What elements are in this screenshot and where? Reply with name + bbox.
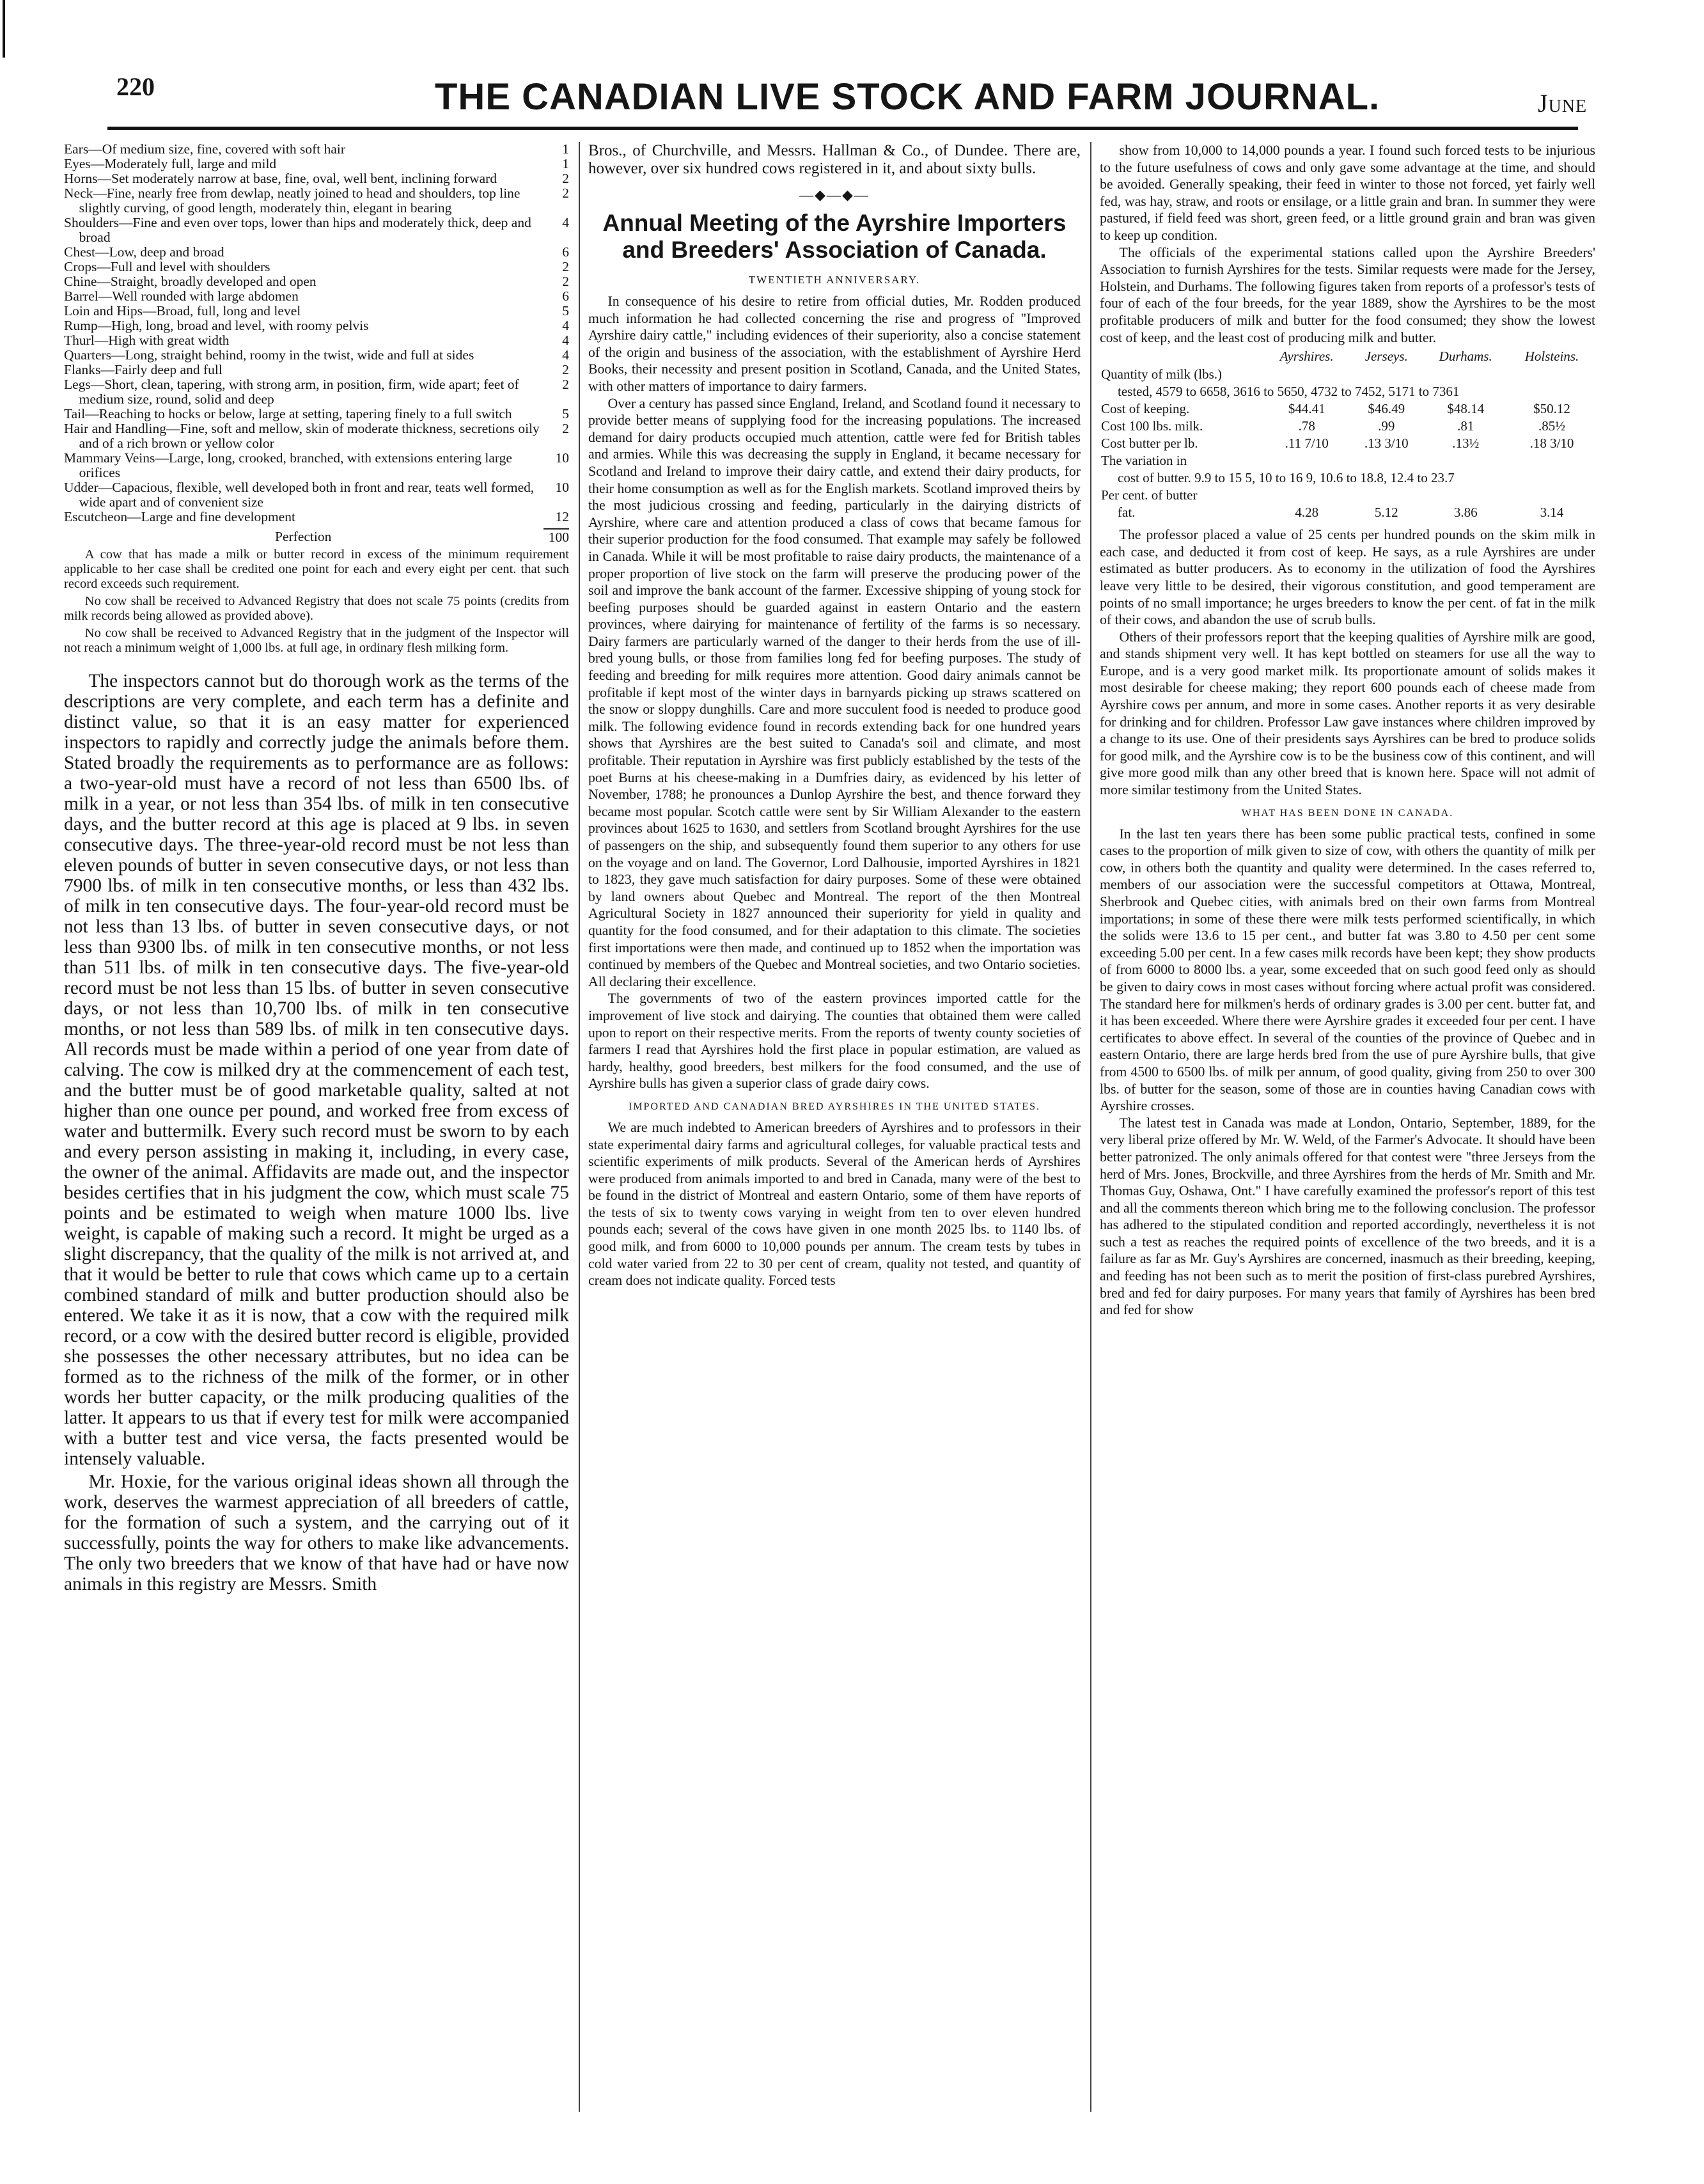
- table-row: [1100, 383, 1595, 400]
- score-item-text: Shoulders—Fine and even over tops, lower than hips and moderately thick, deep and broad: [64, 215, 531, 245]
- score-item: [64, 274, 569, 289]
- table-cell: 4579 to 6658, 3616 to 5650, 4732 to 7452, 5171 to 7361: [1155, 384, 1460, 400]
- score-item-text: Tail—Reaching to hocks or below, large at setting, tapering finely to a full switch: [64, 406, 512, 421]
- breed-comparison-table: [1100, 347, 1595, 521]
- score-item-points: 6: [562, 244, 569, 260]
- section-subhead: WHAT HAS BEEN DONE IN CANADA.: [1241, 807, 1454, 819]
- score-item-points: 4: [562, 333, 569, 348]
- score-item-text: Ears—Of medium size, fine, covered with soft hair: [64, 142, 346, 157]
- score-item-text: Loin and Hips—Broad, full, long and level: [64, 303, 301, 318]
- table-row: [1100, 452, 1595, 469]
- score-item-points: 5: [562, 303, 569, 318]
- score-item-text: Neck—Fine, nearly free from dewlap, neatly joined to head and shoulders, top line slightly curving, of good length, moderately thin, elegant in bearing: [64, 185, 520, 216]
- table-cell: 3.14: [1540, 505, 1564, 521]
- score-item: [64, 318, 569, 333]
- continued-text: Bros., of Churchville, and Messrs. Hallman & Co., of Dundee. There are, however, over six hundred cows registered in it, and about sixty bulls.: [588, 142, 1081, 177]
- table-cell: .13 3/10: [1364, 436, 1409, 452]
- score-item-points: 4: [562, 215, 569, 230]
- article-paragraph: show from 10,000 to 14,000 pounds a year. I found such forced tests to be injurious to the future usefulness of cows and only gave some advantage at the time, and should be avoided. Generally speaking, their feed in winter to those not forced, yet fairly well fed, was hay, straw, and roots or ensilage, or a little grain and bran. In summer they were pastured, if field feed was short, green feed, or a little ground grain and bran was given to keep up condition.: [1100, 143, 1595, 243]
- table-cell: 5.12: [1374, 505, 1398, 521]
- score-item-points: 4: [562, 318, 569, 333]
- score-item: [64, 333, 569, 348]
- article-paragraph: Over a century has passed since England, Ireland, and Scotland found it necessary to provide better means of supplying food for the increasing populations. The increased demand for dairy products occupied much attention, cattle were fed for British tables and armies. While this was decreasing the supply in England, it became necessary for Scotland and Ireland to improve their dairy cattle, and extend their dairy products, for their home consumption as well as for the English markets. Scotland improved theirs by the most judicious crossing and feeding, particularly in the dairying districts of Ayrshire, where care and attention produced a class of cows that became famous for their superior production for the food consumed. That example may safely be followed in Canada. While it will be most profitable to raise dairy products, the maintenance of a proper proportion of live stock on the farm will preserve the producing power of the soil and improve the bank account of the farmer. Excessive shipping of young stock for beefing purposes should be guarded against in eastern Ontario and the eastern provinces, where dairying for maintenance of fertility of the farms is so necessary. Dairy farmers are particularly warned of the danger to their herds from the use of ill-bred young bulls, or those from families long fed for beefing purposes. The study of feeding and breeding for milk requires more attention. Good dairy animals cannot be profitable if kept most of the winter days in barnyards picking up straws scattered on the snow or sloppy dunghills. Care and more succulent food is needed to produce good milk. The following evidence found in records extending back for one hundred years shows that Ayrshires are the best suited to Canada's soil and climate, and most profitable. Their reputation in Ayrshire was first publicly established by the tests of the poet Burns at his cheese-making in a Dumfries dairy, as evidenced by his letter of November, 1788; he pronounces a Dunlop Ayrshire the best, and thence forward they became most popular. Scotch cattle were sent by Sir William Alexander to the eastern provinces about 1625 to 1630, and settlers from Scotland brought Ayrshires for the use of passengers on the ship, and subsequently found them superior to any others for use on the voyage and on land. The Governor, Lord Dalhousie, imported Ayrshires in 1821 to 1823, they gave much satisfaction for dairy purposes. Some of these were obtained by land owners about Quebec and Montreal. The report of the then Montreal Agricultural Society in 1827 announced their superiority for yield in quality and quantity for the food consumed, and for their adaptation to this climate. The societies first importations were then made, and continued up to 1852 when the importation was continued by members of the Quebec and Montreal societies, and two Ontario societies. All declaring their excellence.: [588, 395, 1081, 989]
- table-row-label: Cost of keeping.: [1101, 401, 1190, 417]
- table-row: [1100, 435, 1595, 452]
- table-cell: .11 7/10: [1285, 436, 1329, 452]
- score-item-points: 12: [555, 509, 569, 524]
- table-row-label: Cost 100 lbs. milk.: [1101, 418, 1203, 434]
- score-item-points: 6: [562, 288, 569, 304]
- score-item: [64, 421, 569, 451]
- section-subhead: IMPORTED AND CANADIAN BRED AYRSHIRES IN THE UNITED STATES.: [628, 1101, 1040, 1112]
- table-row-label: Cost butter per lb.: [1101, 436, 1198, 452]
- page-edge-mark: [3, 0, 5, 58]
- table-cell: $50.12: [1533, 401, 1570, 417]
- article-paragraph: In the last ten years there has been some public practical tests, confined in some cases to the proportion of milk given to size of cow, with others the quantity of milk per cow, in others both the quantity and quality were determined. In the cases referred to, members of our association were the successful competitors at Ottawa, Montreal, Sherbrook and Quebec cities, with animals bred on their own farms from Montreal importations; in some of these there were milk tests performed scientifically, in which the solids were 13.6 to 15 per cent., and butter fat was 3.80 to 4.50 per cent some exceeding 5.00 per cent. In a few cases milk records have been kept; they show products of from 6000 to 8000 lbs. a year, some exceeded that on such good feed only as should be given to dairy cows in most cases without forcing where actual profit was considered. The standard here for milkmen's herds of ordinary grades is 3.00 per cent. butter fat, and it has been exceeded. Where there were Ayrshire grades it exceeded four per cent. I have certificates to above effect. In several of the counties of the province of Quebec and in eastern Ontario, there are large herds bred from the use of pure Ayrshire bulls, that give from 4500 to 6500 lbs. of milk per annum, of good quality, giving from 250 to over 300 lbs. of butter for the season, some of those are in counties having Canadian cows with Ayrshire crosses.: [1100, 826, 1595, 1114]
- score-item-text: Mammary Veins—Large, long, crooked, branched, with extensions entering large orifices: [64, 450, 512, 480]
- article-paragraph: We are much indebted to American breeders of Ayrshires and to professors in their state experimental dairy farms and agricultural colleges, for valuable practical tests and scientific experiments of milk products. Several of the American herds of Ayrshires were produced from animals imported to and bred in Canada, many were of the best to be found in the district of Montreal and eastern Ontario, some of them have reports of the tests of six to twenty cows varying in weight from ten to over eleven hundred pounds each; several of the cows have given in one month 2025 lbs. to 1140 lbs. of good milk, and from 6000 to 10,000 pounds per annum. The cream tests by tubes in cold water varied from 22 to 30 per cent of cream, quality not tested, and quantity of cream does not indicate quality. Forced tests: [588, 1119, 1081, 1289]
- table-header-row: [1100, 347, 1595, 366]
- score-item-text: Escutcheon—Large and fine development: [64, 509, 295, 524]
- rule-note: No cow shall be received to Advanced Registry that in the judgment of the Inspector will not reach a minimum weight of 1,000 lbs. at full age, in ordinary flesh milking form.: [64, 626, 569, 655]
- score-item: [64, 480, 569, 510]
- article-paragraph: Others of their professors report that the keeping qualities of Ayrshire milk are good, and stands shipment very well. It has kept bottled on steamers for use all the way to Europe, and is a very good market milk. Its proportionate amount of solids makes it most desirable for cheese making; they report 600 pounds each of cheese made from Ayrshire cows per annum, and more in some cases. Another reports it as very desirable for drinking and for children. Professor Law gave instances where children improved by a change to its use. One of their presidents says Ayrshires can be bred to produce solids for good milk, and the Ayrshire cow is to be the business cow of this continent, and will give more good milk than any other breed that is known here. Space will not admit of more similar testimony from the United States.: [1100, 629, 1595, 798]
- table-column-header: Holsteins.: [1524, 349, 1579, 365]
- score-item-text: Chine—Straight, broadly developed and open: [64, 274, 317, 289]
- table-row: [1100, 487, 1595, 504]
- table-cell: 3.86: [1453, 505, 1478, 521]
- score-item: [64, 171, 569, 186]
- section-ornament: —◆—◆—: [799, 187, 870, 203]
- score-item-text: Flanks—Fairly deep and full: [64, 362, 223, 377]
- score-item-points: 2: [562, 185, 569, 201]
- table-cell: .78: [1298, 418, 1315, 434]
- score-item: [64, 348, 569, 363]
- table-cell: .99: [1378, 418, 1395, 434]
- journal-title: THE CANADIAN LIVE STOCK AND FARM JOURNAL.: [435, 76, 1380, 118]
- table-column-header: Durhams.: [1439, 349, 1492, 365]
- score-item-points: 10: [555, 450, 569, 466]
- table-row-label: cost of butter.: [1118, 470, 1191, 486]
- table-cell: $44.41: [1288, 401, 1325, 417]
- score-item-text: Chest—Low, deep and broad: [64, 244, 224, 260]
- table-row: [1100, 366, 1595, 383]
- issue-month: June: [1538, 89, 1588, 118]
- table-row-label: Quantity of milk (lbs.): [1101, 366, 1222, 382]
- column-divider-1: [579, 142, 580, 2112]
- score-item: [64, 216, 569, 245]
- score-item-points: 2: [562, 421, 569, 436]
- table-cell: .85½: [1538, 418, 1565, 434]
- rule-note: A cow that has made a milk or butter record in excess of the minimum requirement applicable to her case shall be credited one point for each and every eight per cent. that such record exceeds such requirement.: [64, 547, 569, 591]
- table-cell: 9.9 to 15 5, 10 to 16 9, 10.6 to 18.8, 12.4 to 23.7: [1194, 470, 1455, 486]
- article-heading: Annual Meeting of the Ayrshire Importers and Breeders' Association of Canada.: [602, 210, 1067, 263]
- score-item-text: Horns—Set moderately narrow at base, fine, oval, well bent, inclining forward: [64, 171, 497, 186]
- table-cell: $48.14: [1447, 401, 1485, 417]
- column-1: [64, 142, 569, 2125]
- table-row: [1100, 504, 1595, 521]
- score-item-points: 2: [562, 274, 569, 289]
- score-item: [64, 304, 569, 318]
- perfection-label: Perfection: [275, 529, 332, 544]
- table-cell: .18 3/10: [1529, 436, 1574, 452]
- score-item: [64, 451, 569, 480]
- score-item-points: 1: [562, 156, 569, 171]
- table-cell: $46.49: [1368, 401, 1405, 417]
- table-cell: .13½: [1452, 436, 1480, 452]
- score-item-points: 10: [555, 480, 569, 495]
- score-item-points: 2: [562, 259, 569, 274]
- perfection-row: [64, 528, 569, 545]
- table-row: [1100, 418, 1595, 435]
- score-item: [64, 407, 569, 421]
- table-row-label: Per cent. of butter: [1101, 487, 1198, 503]
- score-card: [64, 142, 569, 524]
- table-column-header: Jerseys.: [1364, 349, 1408, 365]
- score-item-text: Crops—Full and level with shoulders: [64, 259, 270, 274]
- score-item-points: 5: [562, 406, 569, 421]
- table-row-label: fat.: [1118, 505, 1136, 521]
- article-paragraph: The inspectors cannot but do thorough work as the terms of the descriptions are very complete, and each term has a definite and distinct value, so that it is an easy matter for experienced inspectors to rapidly and correctly judge the animals before them. Stated broadly the requirements as to performance are as follows: a two-year-old must have a record of not less than 6500 lbs. of milk in a year, or not less than 354 lbs. of milk in ten consecutive days, and the butter record at this age is placed at 9 lbs. in seven consecutive days. The three-year-old record must be not less than eleven pounds of butter in seven consecutive days, or not less than 7900 lbs. of milk in ten consecutive months, or less than 432 lbs. of milk in ten consecutive days. The four-year-old record must be not less than 13 lbs. of butter in seven consecutive days, or not less than 9300 lbs. of milk in ten consecutive months, or not less than 511 lbs. of milk in ten consecutive days. The five-year-old record must be not less than 15 lbs. of butter in seven consecutive days, or not less than 10,700 lbs. of milk in ten consecutive months, or not less than 589 lbs. of milk in ten consecutive days. All records must be made within a period of one year from date of calving. The cow is milked dry at the commencement of each test, and the butter must be of good marketable quality, salted at not higher than one ounce per pound, and worked free from excess of water and buttermilk. Every such record must be sworn to by each and every person assisting in making it, including, in every case, the owner of the animal. Affidavits are made out, and the inspector besides certifies that in his judgment the cow, which must scale 75 points and be estimated to weigh when mature 1000 lbs. live weight, is capable of making such a record. It might be urged as a slight discrepancy, that the quality of the milk is not arrived at, and that it would be better to rule that cows which came up to a certain combined standard of milk and butter production should also be entered. We take it as it is now, that a cow with the required milk record, or a cow with the desired butter record is eligible, provided she possesses the other necessary attributes, but no idea can be formed as to the richness of the milk of the former, or in other words her butter capacity, or the milk producing qualities of the latter. It appears to us that if every test for milk were accompanied with a butter test and vice versa, the facts presented would be intensely valuable.: [64, 671, 569, 1469]
- score-item-text: Eyes—Moderately full, large and mild: [64, 156, 277, 171]
- score-item-points: 2: [562, 171, 569, 186]
- page-number: 220: [116, 72, 155, 101]
- score-item: [64, 377, 569, 407]
- column-3: [1100, 142, 1595, 2125]
- article-paragraph: Mr. Hoxie, for the various original ideas shown all through the work, deserves the warmest appreciation of all breeders of cattle, for the formation of such a system, and the carrying out of it successfully, points the way for others to make like advancements. The only two breeders that we know of that have had or have now animals in this registry are Messrs. Smith: [64, 1472, 569, 1594]
- score-item-points: 4: [562, 347, 569, 363]
- table-row: [1100, 469, 1595, 487]
- score-item: [64, 142, 569, 157]
- article-paragraph: In consequence of his desire to retire from official duties, Mr. Rodden produced much information he had collected concerning the rise and progress of "Improved Ayrshire dairy cattle," including evidences of their superiority, also a concise statement of the origin and business of the association, with the establishment of Ayrshire Herd Books, their necessity and present position in Scotland, Canada, and the United States, with other matters of importance to dairy farmers.: [588, 294, 1081, 394]
- score-item-text: Udder—Capacious, flexible, well developed both in front and rear, teats well formed, wide apart and of convenient size: [64, 480, 535, 510]
- column-divider-2: [1090, 142, 1091, 2112]
- score-item-text: Legs—Short, clean, tapering, with strong arm, in position, firm, wide apart; feet of medium size, round, solid and deep: [64, 377, 519, 407]
- score-item: [64, 289, 569, 304]
- table-row-label: tested,: [1118, 384, 1153, 400]
- score-item-points: 2: [562, 362, 569, 377]
- score-item-text: Quarters—Long, straight behind, roomy in the twist, wide and full at sides: [64, 347, 474, 363]
- table-cell: .81: [1457, 418, 1474, 434]
- score-item-text: Rump—High, long, broad and level, with roomy pelvis: [64, 318, 369, 333]
- table-column-header: Ayrshires.: [1279, 349, 1334, 365]
- score-item-points: 2: [562, 377, 569, 392]
- table-cell: 4.28: [1295, 505, 1319, 521]
- article-subheading: TWENTIETH ANNIVERSARY.: [748, 274, 921, 286]
- score-item: [64, 510, 569, 524]
- perfection-total: 100: [543, 528, 569, 545]
- score-item-text: Barrel—Well rounded with large abdomen: [64, 288, 299, 304]
- column-2: [588, 142, 1081, 2125]
- score-item: [64, 363, 569, 377]
- score-item: [64, 245, 569, 260]
- score-item-text: Thurl—High with great width: [64, 333, 230, 348]
- article-paragraph: The officials of the experimental stations called upon the Ayrshire Breeders' Association to furnish Ayrshires for the tests. Similar requests were made for the Jersey, Holstein, and Durhams. The following figures taken from reports of a professor's tests of four of each of the four breeds, for the year 1889, show the Ayrshires to be the most profitable producers of milk and butter for the food consumed; they show the lowest cost of keep, and the least cost of producing milk and butter.: [1100, 244, 1595, 345]
- header-rule: [107, 127, 1578, 130]
- score-item: [64, 260, 569, 274]
- rule-note: No cow shall be received to Advanced Registry that does not scale 75 points (credits from milk records being allowed as provided above).: [64, 594, 569, 623]
- score-item-points: 1: [562, 142, 569, 157]
- article-paragraph: The professor placed a value of 25 cents per hundred pounds on the skim milk in each case, and deducted it from cost of keep. He says, as a rule Ayrshires are under estimated as butter producers. As to economy in the utilization of food the Ayrshires leave very little to be desired, their vigorous constitution, and good temperament are points of no small importance; he urges breeders to know the per cent. of fat in the milk of their cows, and abandon the use of scrub bulls.: [1100, 527, 1595, 628]
- score-item: [64, 186, 569, 216]
- table-row: [1100, 400, 1595, 418]
- article-paragraph: The latest test in Canada was made at London, Ontario, September, 1889, for the very liberal prize offered by Mr. W. Weld, of the Farmer's Advocate. It should have been better patronized. The only animals offered for that contest were "three Jerseys from the herd of Mrs. Jones, Brockville, and three Ayrshires from the herds of Mr. Smith and Mr. Thomas Guy, Oshawa, Ont." I have carefully examined the professor's report of this test and all the comments thereon which bring me to the following conclusion. The professor has adhered to the stipulated condition and reported accordingly, nevertheless it is not such a test as reaches the required points of excellence of the two breeds, and it is a failure as far as Mr. Guy's Ayrshires are concerned, inasmuch as their breeding, keeping, and feeding has not been such as to merit the position of first-class purebred Ayrshires, bred and fed for dairy purposes. For many years that family of Ayrshires has been bred and fed for show: [1100, 1115, 1595, 1318]
- table-row-label: The variation in: [1101, 453, 1187, 469]
- score-item-text: Hair and Handling—Fine, soft and mellow, skin of moderate thickness, secretions oily and of a rich brown or yellow color: [64, 421, 540, 451]
- article-paragraph: The governments of two of the eastern provinces imported cattle for the improvement of live stock and dairying. The counties that obtained them were called upon to report on their respective merits. From the reports of twenty county societies of farmers I read that Ayrshires hold the first place in popular estimation, are valued as hardy, healthy, good breeders, best milkers for the food consumed, and the use of Ayrshire bulls has given a superior class of grade dairy cows.: [588, 991, 1081, 1092]
- score-item: [64, 157, 569, 171]
